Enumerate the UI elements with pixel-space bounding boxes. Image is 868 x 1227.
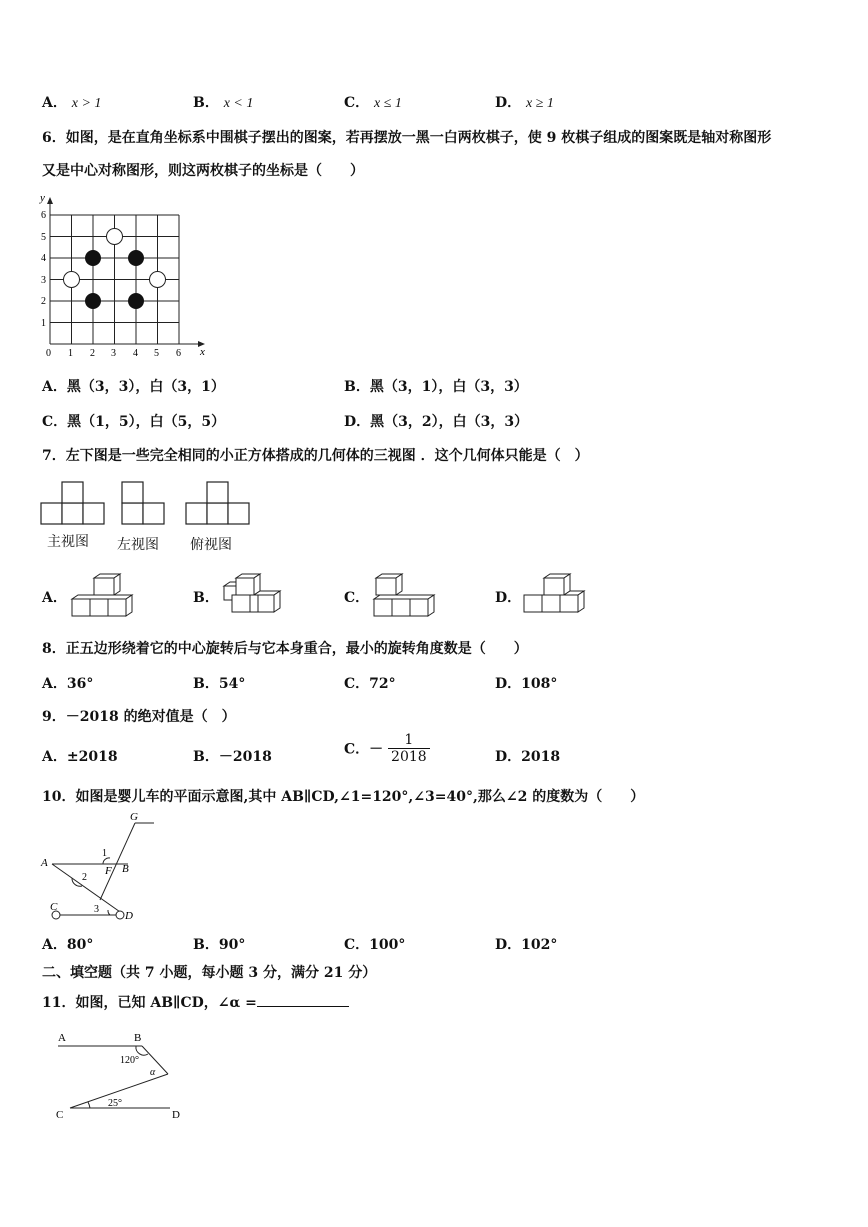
- q6-option-c[interactable]: [42, 411, 225, 431]
- option-letter: A．: [42, 749, 67, 765]
- label-angle-2: 2: [82, 872, 87, 883]
- label-c: C: [50, 901, 58, 913]
- front-view-figure: [40, 480, 110, 526]
- top-view-label: 俯视图: [190, 537, 232, 553]
- q7-option-b-label[interactable]: B．: [193, 590, 219, 606]
- label-b: B: [122, 863, 129, 875]
- option-text: 80°: [66, 937, 94, 953]
- q6-stem-line2: 又是中心对称图形，则这两枚棋子的坐标是（ ）: [42, 163, 364, 179]
- q9-option-a[interactable]: [42, 746, 118, 766]
- label-angle-25: 25°: [108, 1098, 122, 1109]
- q7-option-d-label[interactable]: D．: [495, 590, 522, 606]
- q8-option-d[interactable]: [495, 673, 557, 693]
- x-axis-label: x: [200, 346, 205, 358]
- y-tick: 5: [41, 232, 46, 243]
- option-letter: C．: [344, 937, 370, 953]
- q7-option-a-label[interactable]: A．: [42, 590, 67, 606]
- label-g: G: [130, 811, 138, 823]
- option-text: 黑（3，1），白（3，3）: [369, 379, 528, 395]
- fraction-numerator: 1: [388, 732, 430, 749]
- option-text: 72°: [369, 676, 396, 692]
- fraction: [388, 732, 430, 765]
- option-text: 90°: [218, 937, 246, 953]
- q7-stem: 7．左下图是一些完全相同的小正方体搭成的几何体的三视图 ．这个几何体只能是（ ）: [42, 448, 589, 464]
- y-tick: 3: [41, 275, 46, 286]
- section-heading: 二、填空题（共 7 小题，每小题 3 分，满分 21 分）: [42, 965, 377, 981]
- q6-option-b[interactable]: [344, 376, 528, 396]
- x-tick: 3: [111, 348, 116, 359]
- q6-go-board-figure: [30, 192, 215, 362]
- q10-option-b[interactable]: [193, 934, 245, 954]
- y-axis-arrow-icon: [47, 197, 53, 204]
- option-text: 100°: [369, 937, 406, 953]
- white-stone: [150, 272, 166, 288]
- option-expr: x < 1: [223, 96, 254, 111]
- q10-option-a[interactable]: [42, 934, 93, 954]
- q9-option-c[interactable]: [344, 732, 430, 765]
- q10-stroller-figure: [38, 806, 168, 926]
- q11-stem-text: 11．如图，已知 AB∥CD，∠α =: [42, 995, 257, 1011]
- option-letter: B．: [193, 95, 219, 111]
- option-letter: C．: [344, 676, 370, 692]
- option-text: －2018: [218, 749, 272, 765]
- q10-stem: 10．如图是婴儿车的平面示意图,其中 AB∥CD,∠1=120°,∠3=40°,那么∠2 的度数为（ ）: [42, 789, 645, 805]
- x-tick: 1: [68, 348, 73, 359]
- q7-option-c-figure[interactable]: [370, 572, 438, 620]
- q6-option-d[interactable]: [344, 411, 528, 431]
- y-tick: 2: [41, 296, 46, 307]
- q10-option-c[interactable]: [344, 934, 405, 954]
- front-view-label: 主视图: [47, 534, 89, 550]
- x-tick: 0: [46, 348, 51, 359]
- q5-option-d[interactable]: [495, 92, 554, 112]
- label-angle-1: 1: [102, 848, 107, 859]
- option-text: 黑（3，2），白（3，3）: [370, 414, 529, 430]
- option-text: 黑（1，5），白（5，5）: [67, 414, 226, 430]
- option-text: 54°: [218, 676, 246, 692]
- black-stone: [128, 293, 144, 309]
- q6-stem-line1: 6．如图，是在直角坐标系中围棋子摆出的图案，若再摆放一黑一白两枚棋子，使 9 枚棋子组成的图案既是轴对称图形: [42, 130, 772, 146]
- option-letter: C．: [344, 95, 370, 111]
- y-axis-label: y: [40, 192, 45, 204]
- option-expr: x ≥ 1: [526, 96, 554, 111]
- label-angle-120: 120°: [120, 1055, 139, 1066]
- option-letter: B．: [193, 937, 219, 953]
- q10-option-d[interactable]: [495, 934, 557, 954]
- q6-option-a[interactable]: [42, 376, 225, 396]
- label-alpha: α: [150, 1067, 156, 1078]
- option-letter: B．: [344, 379, 370, 395]
- x-tick: 4: [133, 348, 138, 359]
- option-text: 2018: [521, 749, 561, 765]
- option-letter: D．: [344, 414, 371, 430]
- q8-stem: 8．正五边形绕着它的中心旋转后与它本身重合，最小的旋转角度数是（ ）: [42, 641, 528, 657]
- label-a: A: [58, 1032, 66, 1044]
- option-text: 108°: [521, 676, 558, 692]
- black-stone: [128, 250, 144, 266]
- option-text: ±2018: [66, 749, 118, 765]
- y-tick: 1: [41, 318, 46, 329]
- label-d: D: [125, 910, 133, 922]
- option-letter: D．: [495, 676, 522, 692]
- label-f: F: [105, 865, 112, 877]
- option-letter: A．: [42, 379, 67, 395]
- label-c: C: [56, 1109, 64, 1121]
- left-view-label: 左视图: [117, 537, 159, 553]
- option-letter: D．: [495, 95, 522, 111]
- option-text: －: [369, 741, 384, 758]
- q7-option-b-figure[interactable]: [218, 572, 284, 620]
- q8-option-c[interactable]: [344, 673, 396, 693]
- x-tick: 2: [90, 348, 95, 359]
- answer-blank[interactable]: [257, 992, 349, 1007]
- y-tick: 6: [41, 210, 46, 221]
- option-letter: D．: [495, 937, 522, 953]
- option-letter: A．: [42, 937, 67, 953]
- black-stone: [85, 250, 101, 266]
- white-stone: [64, 272, 80, 288]
- q11-stem: [42, 992, 349, 1012]
- q5-option-b[interactable]: [193, 92, 253, 112]
- y-tick: 4: [41, 253, 46, 264]
- fraction-denominator: 2018: [391, 749, 427, 765]
- label-d: D: [172, 1109, 180, 1121]
- option-letter: B．: [193, 749, 219, 765]
- left-view-figure: [120, 480, 168, 526]
- x-tick: 5: [154, 348, 159, 359]
- option-letter: B．: [193, 676, 219, 692]
- label-a: A: [41, 857, 48, 869]
- q9-option-b[interactable]: [193, 746, 272, 766]
- q7-option-d-figure[interactable]: [520, 572, 588, 620]
- q5-option-a[interactable]: [42, 92, 101, 112]
- black-stone: [85, 293, 101, 309]
- x-tick: 6: [176, 348, 181, 359]
- option-expr: x > 1: [71, 96, 102, 111]
- label-b: B: [134, 1032, 142, 1044]
- option-letter: A．: [42, 95, 67, 111]
- top-view-figure: [184, 480, 254, 526]
- option-text: 36°: [66, 676, 94, 692]
- q7-option-a-figure[interactable]: [68, 572, 136, 620]
- option-letter: D．: [495, 749, 522, 765]
- q8-option-b[interactable]: [193, 673, 245, 693]
- option-letter: C．: [344, 741, 370, 758]
- option-text: 黑（3，3），白（3，1）: [66, 379, 225, 395]
- q11-figure: [50, 1028, 190, 1123]
- label-angle-3: 3: [94, 904, 99, 915]
- q8-option-a[interactable]: [42, 673, 93, 693]
- q5-option-c[interactable]: [344, 92, 402, 112]
- option-letter: A．: [42, 676, 67, 692]
- q9-stem: 9．－2018 的绝对值是（ ）: [42, 709, 236, 725]
- q9-option-d[interactable]: [495, 746, 560, 766]
- white-stone: [107, 229, 123, 245]
- q7-option-c-label[interactable]: C．: [344, 590, 370, 606]
- option-expr: x ≤ 1: [374, 96, 402, 111]
- option-text: 102°: [521, 937, 558, 953]
- option-letter: C．: [42, 414, 68, 430]
